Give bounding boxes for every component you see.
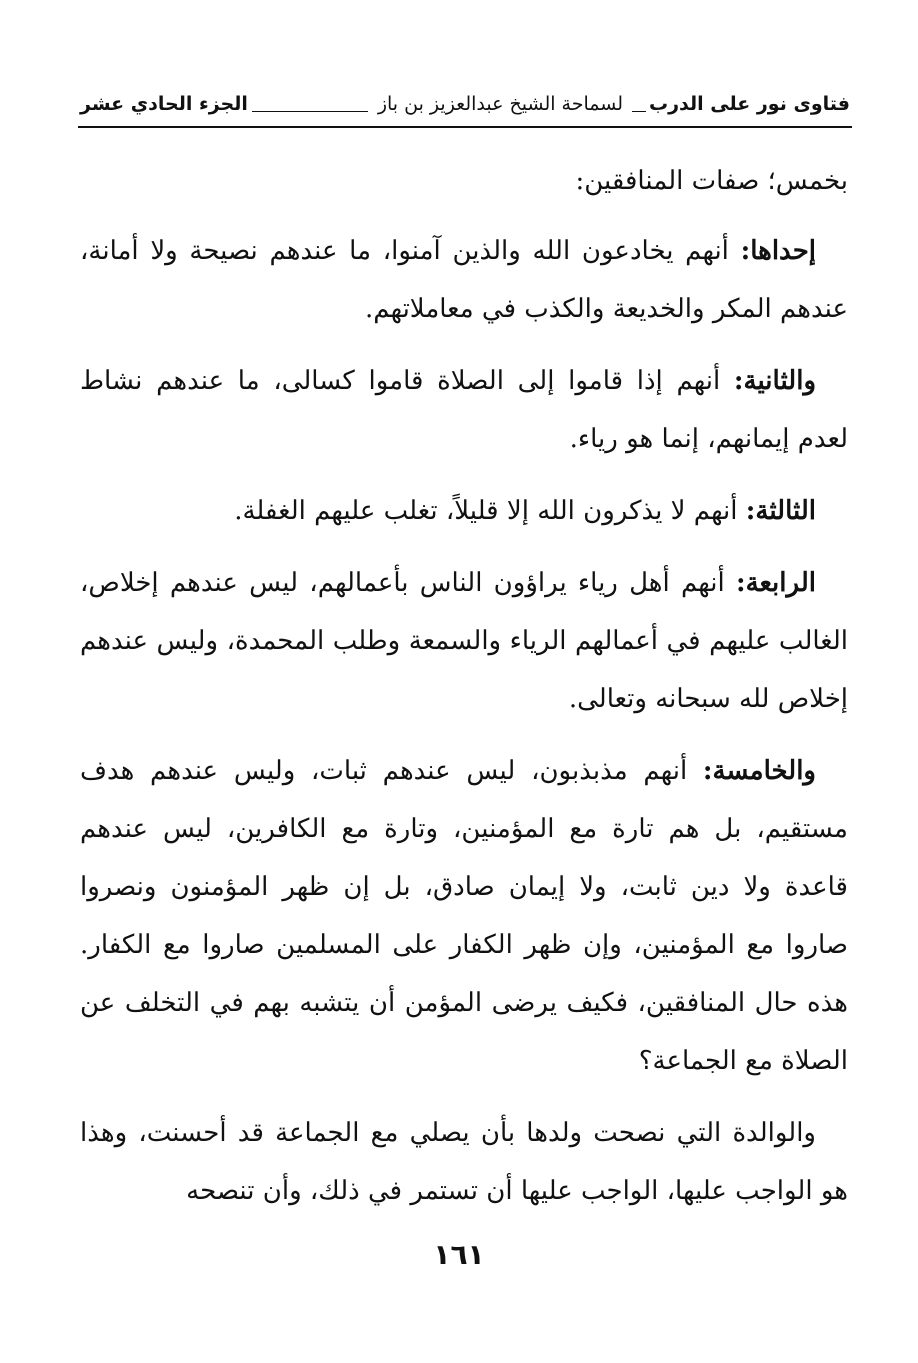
paragraph-text: أنهم يخادعون الله والذين آمنوا، ما عندهم نصيحة ولا أمانة، عندهم المكر والخديعة والكذب في معاملاتهم. [80,236,848,324]
paragraph-text: أنهم لا يذكرون الله إلا قليلاً، تغلب عليهم الغفلة. [234,496,746,526]
header-dash [632,97,646,112]
paragraph-label: الثالثة: [745,496,816,526]
running-header [80,86,850,122]
paragraph-label: الرابعة: [735,568,816,598]
paragraph-label: والخامسة: [702,756,816,786]
paragraph-third [80,482,848,540]
paragraph-fifth [80,742,848,1090]
intro-line: بخمس؛ صفات المنافقين: [575,166,848,196]
paragraph-text: أنهم إذا قاموا إلى الصلاة قاموا كسالى، ما عندهم نشاط لعدم إيمانهم، إنما هو رياء. [80,366,848,454]
header-divider [78,126,852,128]
paragraph-closing: والوالدة التي نصحت ولدها بأن يصلي مع الجماعة قد أحسنت، وهذا هو الواجب عليها، الواجب عليها أن تستمر في ذلك، وأن تنصحه [80,1118,848,1206]
page-number: ١٦١ [433,1238,485,1271]
author-name: لسماحة الشيخ عبدالعزيز بن باز [377,93,623,115]
header-rule [252,97,368,112]
paragraph-first [80,222,848,338]
paragraph-second [80,352,848,468]
paragraph-fourth [80,554,848,728]
page-body [80,152,848,1234]
paragraph-label: إحداها: [740,236,816,266]
paragraph-text: أنهم مذبذبون، ليس عندهم ثبات، وليس عندهم هدف مستقيم، بل هم تارة مع المؤمنين، وتارة مع الكافرين، ليس عندهم قاعدة ولا دين ثابت، ولا إيمان صادق، بل إن ظهر المؤمنون ونصروا صاروا مع المؤمنين، وإن ظهر الكفار على المسلمين صاروا مع الكفار. هذه حال المنافقين، فكيف يرضى المؤمن أن يتشبه بهم في التخلف عن الصلاة مع الجماعة؟ [80,756,848,1076]
volume-label: الجزء الحادي عشر [80,93,248,115]
paragraph-text: أنهم أهل رياء يراؤون الناس بأعمالهم، ليس عندهم إخلاص، الغالب عليهم في أعمالهم الرياء والسمعة وطلب المحمدة، وليس عندهم إخلاص لله سبحانه وتعالى. [80,568,848,714]
paragraph-label: والثانية: [733,366,816,396]
series-title: فتاوى نور على الدرب [649,93,850,115]
